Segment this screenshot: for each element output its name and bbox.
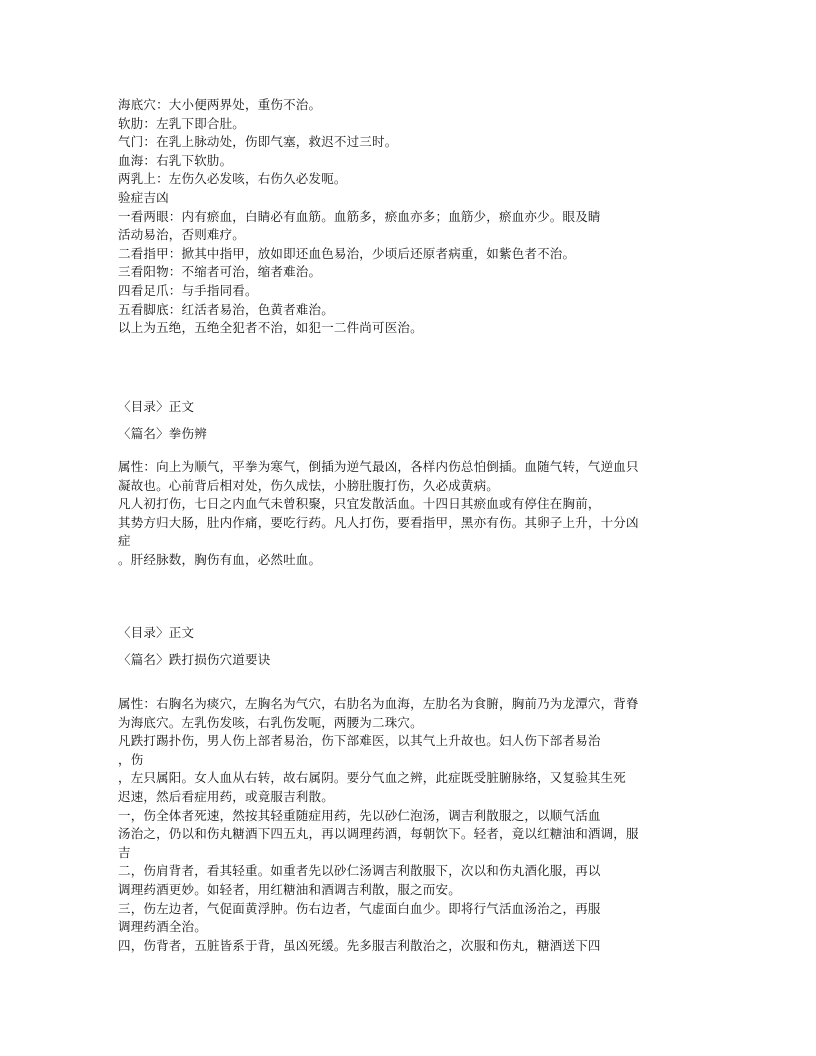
text-line: 验症吉凶	[118, 190, 169, 205]
text-line: 海底穴：大小便两界处，重伤不治。	[118, 97, 322, 112]
text-line: 四看足爪：与手指同看。	[118, 283, 258, 298]
text-line: 凡跌打踢扑伤，男人伤上部者易治，伤下部难医，以其气上升故也。妇人伤下部者易治	[118, 733, 601, 749]
text-line: 症	[118, 533, 131, 549]
text-line: ，左只属阳。女人血从右转，故右属阴。要分气血之辨，此症既受脏腑脉络，又复验其生死	[118, 770, 627, 786]
text-line: 汤治之，仍以和伤丸糖酒下四五丸，再以调理药酒，每朝饮下。轻者，竟以红糖油和酒调，服	[118, 826, 639, 842]
text-line: 一看两眼：内有瘀血，白睛必有血筋。血筋多，瘀血亦多；血筋少，瘀血亦少。眼及睛	[118, 208, 601, 224]
text-line: 软肋：左乳下即合肚。	[118, 115, 246, 131]
text-line: 二，伤肩背者，看其轻重。如重者先以砂仁汤调吉利散服下，次以和伤丸酒化服，再以	[118, 863, 601, 879]
catalog-label: 〈目录〉正文	[118, 399, 195, 414]
text-line: 凝故也。心前背后相对处，伤久成怯，小膀肚腹打伤，久必成黄病。	[118, 477, 500, 493]
text-line: 四，伤背者，五脏皆系于背，虽凶死缓。先多服吉利散治之，次服和伤丸，糖酒送下四	[118, 937, 601, 953]
text-line: 凡人初打伤，七日之内血气未曾积聚，只宜发散活血。十四日其瘀血或有停住在胸前，	[118, 496, 601, 512]
text-line: 以上为五绝，五绝全犯者不治，如犯一二件尚可医治。	[118, 320, 423, 336]
text-line: 三，伤左边者，气促面黄浮肿。伤右边者，气虚面白血少。即将行气活血汤治之，再服	[118, 900, 601, 916]
text-line: 属性：向上为顺气，平拳为寒气，倒插为逆气最凶，各样内伤总怕倒插。血随气转，气逆血只	[118, 459, 639, 474]
section-title: 〈篇名〉拳伤辨	[118, 426, 207, 441]
catalog-label: 〈目录〉正文	[118, 625, 195, 640]
text-line: 其势方归大肠，肚内作痛，要吃行药。凡人打伤，要看指甲，黑亦有伤。其卵子上升，十分凶	[118, 514, 639, 530]
text-line: 调理药酒全治。	[118, 919, 207, 935]
text-line: 血海：右乳下软肋。	[118, 152, 233, 168]
text-line: 气门：在乳上脉动处，伤即气塞，救迟不过三时。	[118, 134, 398, 150]
text-line: 一，伤全体者死速，然按其轻重随症用药，先以砂仁泡汤，调吉利散服之，以顺气活血	[118, 807, 601, 823]
text-line: 两乳上：左伤久必发咳，右伤久必发呃。	[118, 171, 347, 187]
section-title: 〈篇名〉跌打损伤穴道要诀	[118, 652, 271, 667]
text-line: 二看指甲：掀其中指甲，放如即还血色易治，少顷后还原者病重，如紫色者不治。	[118, 245, 576, 261]
text-line: 。肝经脉数，胸伤有血，必然吐血。	[118, 552, 322, 567]
text-line: 三看阳物：不缩者可治，缩者难治。	[118, 264, 322, 280]
text-line: 调理药酒更妙。如轻者，用红糖油和酒调吉利散，服之而安。	[118, 882, 461, 897]
text-line: 吉	[118, 844, 131, 860]
text-line: 活动易治，否则难疗。	[118, 227, 246, 243]
text-line: 属性：右胸名为痰穴，左胸名为气穴，右肋名为血海，左肋名为食腑，胸前乃为龙潭穴，背脊	[118, 696, 639, 711]
text-line: ，伤	[118, 751, 144, 767]
text-line: 为海底穴。左乳伤发咳，右乳伤发呃，两腰为二珠穴。	[118, 714, 423, 730]
text-line: 迟速，然后看症用药，或竟服吉利散。	[118, 789, 334, 804]
text-line: 五看脚底：红活者易治，色黄者难治。	[118, 301, 334, 317]
